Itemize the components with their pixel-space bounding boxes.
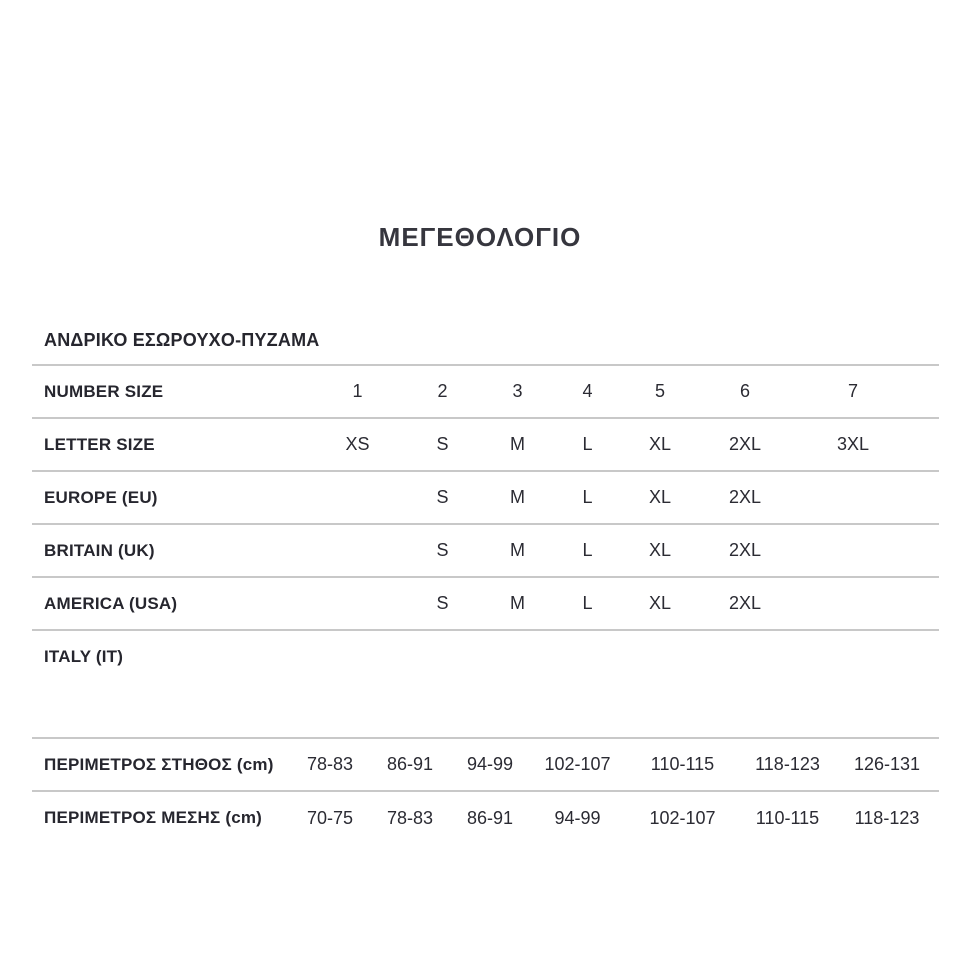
size-cell: L (582, 540, 593, 560)
size-cell (550, 630, 625, 683)
size-cell (625, 630, 695, 683)
row-label: EUROPE (EU) (44, 487, 158, 507)
international-sizes-table (32, 364, 939, 683)
size-cell: 5 (654, 381, 665, 401)
table-row-letter-size (32, 418, 939, 471)
size-cell: 3 (512, 381, 523, 401)
measurement-cell: 110-115 (650, 754, 715, 774)
size-cell (795, 524, 939, 577)
body-measurements-table (32, 737, 939, 844)
measurement-cell: 102-107 (544, 754, 611, 774)
row-label: LETTER SIZE (44, 434, 155, 454)
size-cell: XL (648, 487, 672, 507)
size-cell: XL (648, 434, 672, 454)
size-cell (795, 630, 939, 683)
row-label: NUMBER SIZE (44, 381, 164, 401)
size-cell (485, 630, 550, 683)
table-row-number-size (32, 365, 939, 418)
size-cell: XL (648, 540, 672, 560)
row-label: AMERICA (USA) (44, 593, 178, 613)
measurement-cell: 94-99 (466, 754, 514, 774)
measurement-cell: 118-123 (755, 754, 820, 774)
size-cell (315, 524, 400, 577)
size-cell: M (510, 434, 525, 454)
size-cell (695, 630, 795, 683)
table-row-waist (32, 791, 939, 844)
measurement-cell: 78-83 (386, 807, 434, 828)
section-heading: ΑΝΔΡΙΚΟ ΕΣΩΡΟΥΧΟ-ΠΥΖΑΜΑ (44, 330, 320, 350)
size-cell: M (510, 487, 525, 507)
size-cell: 2XL (728, 593, 762, 613)
measurement-cell: 94-99 (554, 807, 601, 828)
row-label: ITALY (IT) (44, 647, 124, 666)
measurement-cell: 126-131 (853, 754, 921, 774)
size-cell: 2XL (728, 434, 762, 454)
size-cell: L (582, 434, 593, 454)
measurement-cell: 86-91 (466, 807, 514, 828)
size-cell: S (436, 540, 449, 560)
size-cell (795, 471, 939, 524)
table-row-chest (32, 738, 939, 791)
size-cell: 2 (437, 381, 448, 401)
row-label: BRITAIN (UK) (44, 540, 155, 560)
size-cell: 1 (352, 381, 363, 401)
size-cell (315, 471, 400, 524)
size-cell: 7 (847, 381, 858, 401)
measurement-cell: 102-107 (649, 807, 716, 828)
measurement-cell: 78-83 (306, 754, 354, 774)
size-cell (315, 630, 400, 683)
table-row-america (32, 577, 939, 630)
size-cell: M (510, 593, 525, 613)
size-cell: 3XL (836, 434, 870, 454)
size-cell: M (510, 540, 525, 560)
size-cell: S (436, 487, 449, 507)
size-cell: 2XL (728, 540, 762, 560)
size-cell: S (436, 593, 449, 613)
size-cell (400, 630, 485, 683)
size-cell: S (436, 434, 449, 454)
table-row-italy (32, 630, 939, 683)
size-cell: 6 (739, 381, 750, 401)
table-row-europe (32, 471, 939, 524)
size-cell (315, 577, 400, 630)
size-cell: L (582, 593, 593, 613)
size-cell: XS (345, 434, 370, 454)
size-cell (795, 577, 939, 630)
size-cell: 2XL (728, 487, 762, 507)
row-label: ΠΕΡΙΜΕΤΡΟΣ ΜΕΣΗΣ (cm) (44, 808, 263, 827)
table-row-britain (32, 524, 939, 577)
measurement-cell: 70-75 (306, 807, 354, 828)
measurement-cell: 110-115 (755, 807, 820, 828)
size-cell: XL (648, 593, 672, 613)
size-cell: 4 (582, 381, 593, 401)
size-cell: L (582, 487, 593, 507)
measurement-cell: 86-91 (386, 754, 434, 774)
page-title: ΜΕΓΕΘΟΛΟΓΙΟ (378, 222, 582, 252)
row-label: ΠΕΡΙΜΕΤΡΟΣ ΣΤΗΘΟΣ (cm) (44, 754, 274, 774)
measurement-cell: 118-123 (854, 807, 920, 828)
